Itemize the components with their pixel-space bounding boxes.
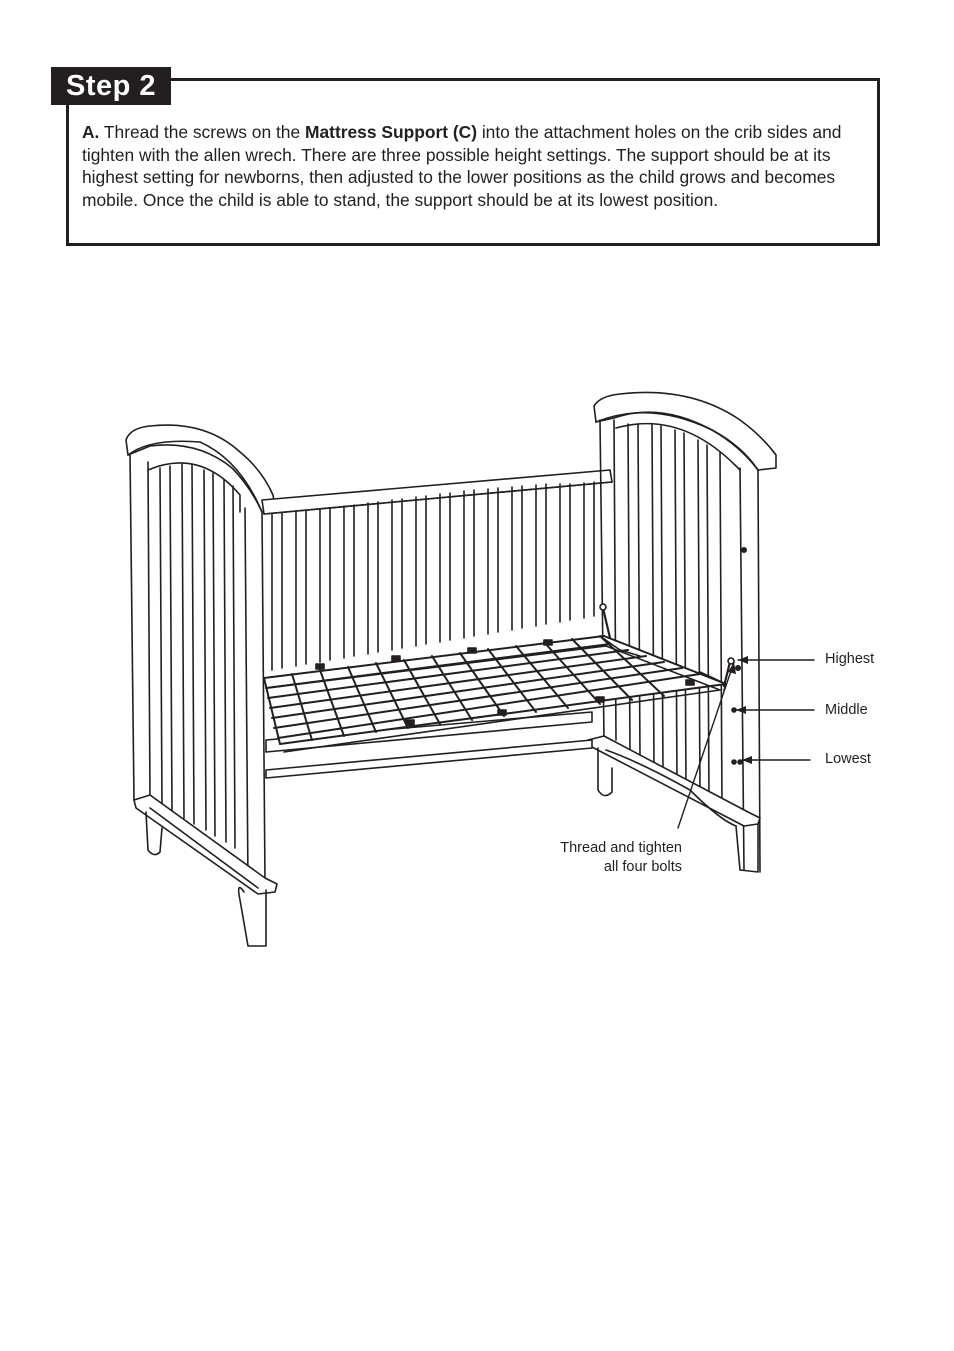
label-highest: Highest bbox=[825, 651, 875, 667]
label-middle: Middle bbox=[825, 702, 868, 718]
back-side-panel bbox=[262, 470, 612, 670]
right-end-panel bbox=[588, 392, 776, 872]
label-bolts-line-1: Thread and tighten bbox=[560, 840, 682, 856]
label-bolts bbox=[530, 839, 682, 877]
instruction-text-part-1: Thread the screws on the bbox=[99, 122, 305, 142]
part-name: Mattress Support (C) bbox=[305, 122, 477, 142]
label-bolts-line-2: all four bolts bbox=[603, 859, 682, 875]
left-end-panel bbox=[126, 425, 277, 946]
step-title: Step 2 bbox=[51, 67, 171, 105]
label-lowest: Lowest bbox=[825, 751, 871, 767]
instruction-text-part-2: into the attachment holes on the crib sides and tighten with the allen wrech. There are three possible height settings. The support should be at its highest setting for newborns, then adjusted to the lower positions as the child grows and becomes mobile. Once the child is able to stand, the support should be at its lowest position. bbox=[82, 122, 842, 210]
instruction-marker: A. bbox=[82, 122, 100, 142]
